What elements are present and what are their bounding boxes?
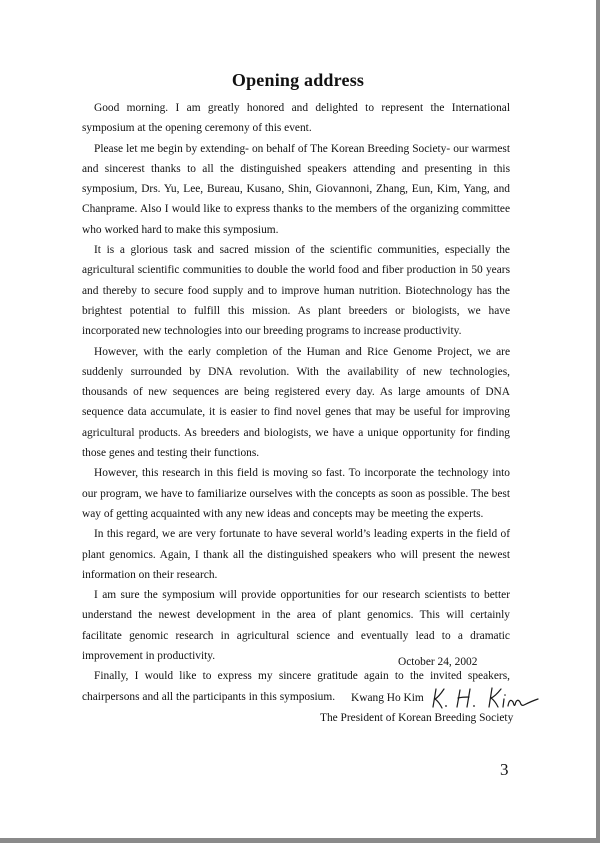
paragraph-research-pace: However, this research in this field is moving so fast. To incorporate the technology into our program, we have to familiarize ourselves with the concepts as soon as possible. The best way of getting acquainted with any new ideas and concepts may be meeting the experts. xyxy=(82,467,510,520)
page-number: 3 xyxy=(500,760,509,779)
address-date: October 24, 2002 xyxy=(398,656,478,668)
handwritten-signature xyxy=(430,685,548,711)
paragraph-opportunities: I am sure the symposium will provide opportunities for our research scientists to better understand the newest development in the area of plant genomics. This will certainly facilitate genomic research in agricultural science and eventually lead to a dramatic improvement in productivity. xyxy=(82,589,510,663)
paragraph-genome: However, with the early completion of the Human and Rice Genome Project, we are suddenly surrounded by DNA revolution. With the availability of new technologies, thousands of new sequences are being registered every day. As large amounts of DNA sequence data accumulate, it is easier to find novel genes that may be useful for improving agricultural products. As breeders and biologists, we have a unique opportunity for finding those genes and testing their functions. xyxy=(82,345,510,460)
paragraph-thanks: Please let me begin by extending- on behalf of The Korean Breeding Society- our warmest and sincerest thanks to all the distinguished speakers attending and presenting in this symposium, Drs. Yu, Lee, Bureau, Kusano, Shin, Giovannoni, Zhang, Eun, Kim, Yang, and Chanprame. Also I would like to express thanks to the members of the organizing committee who worked hard to make this symposium. xyxy=(82,142,510,236)
page-title: Opening address xyxy=(231,70,365,90)
signatory-title: The President of Korean Breeding Society xyxy=(320,712,514,724)
signature-line xyxy=(351,685,548,711)
paragraph-closing: Finally, I would like to express my sincere gratitude again to the invited speakers, chairpersons and all the participants in this symposium. xyxy=(82,670,510,703)
address-body xyxy=(82,98,510,707)
signatory-name: Kwang Ho Kim xyxy=(351,692,424,704)
paragraph-mission: It is a glorious task and sacred mission of the scientific communities, especially the agricultural scientific communities to double the world food and fiber production in 50 years and thereby to secure food supply and to improve human nutrition. Biotechnology has the brightest potential to fulfill this mission. As plant breeders or biologists, we have incorporated new technologies into our breeding programs to increase productivity. xyxy=(82,244,510,338)
paragraph-greeting: Good morning. I am greatly honored and delighted to represent the International symposium at the opening ceremony of this event. xyxy=(82,102,510,135)
paragraph-experts: In this regard, we are very fortunate to have several world’s leading experts in the field of plant genomics. Again, I thank all the distinguished speakers who will present the newest information on their research. xyxy=(82,528,510,581)
